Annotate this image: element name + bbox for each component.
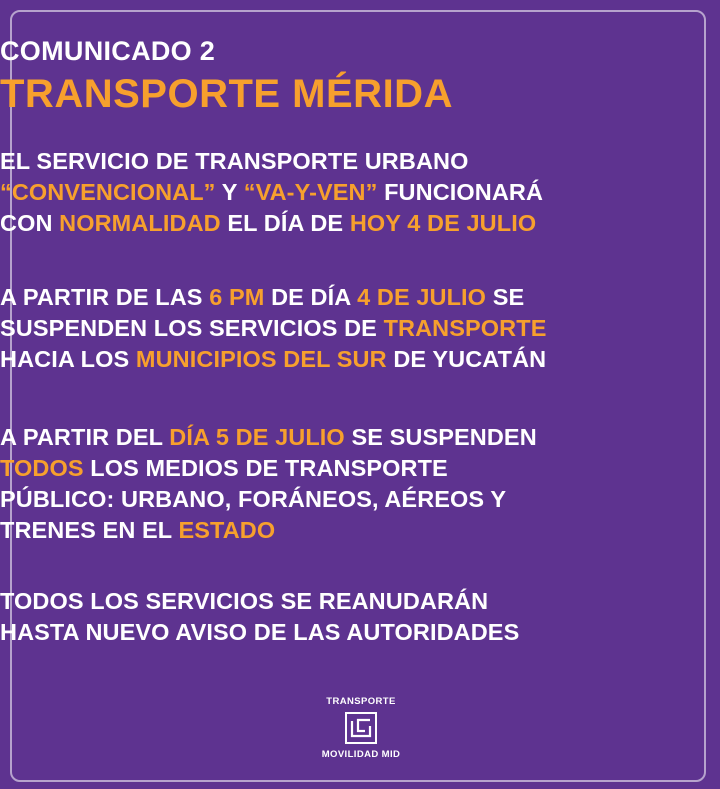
notice-line <box>0 453 720 484</box>
highlight-text: NORMALIDAD <box>59 210 221 236</box>
notice-line <box>0 484 720 515</box>
poster-title: TRANSPORTE MÉRIDA <box>0 72 453 116</box>
notice-block-3 <box>0 422 720 546</box>
notice-line <box>0 515 720 546</box>
notice-text: TRENES EN EL <box>0 517 179 543</box>
notice-text: EL SERVICIO DE TRANSPORTE URBANO <box>0 148 469 174</box>
highlight-text: 6 PM <box>209 284 265 310</box>
notice-text: Y <box>215 179 244 205</box>
notice-text: CON <box>0 210 60 236</box>
highlight-text: “CONVENCIONAL” <box>0 179 216 205</box>
notice-text: SE <box>486 284 525 310</box>
transport-logo-icon <box>344 711 378 745</box>
notice-text: DE DÍA <box>264 284 358 310</box>
notice-line <box>0 282 720 313</box>
notice-block-4 <box>0 586 720 648</box>
poster-subtitle: COMUNICADO 2 <box>0 36 216 66</box>
highlight-text: TRANSPORTE <box>383 315 547 341</box>
notice-text: FUNCIONARÁ <box>377 179 544 205</box>
notice-line <box>0 177 720 208</box>
highlight-text: “VA-Y-VEN” <box>243 179 378 205</box>
notice-block-2 <box>0 282 720 375</box>
notice-text: HASTA NUEVO AVISO DE LAS AUTORIDADES <box>0 619 520 645</box>
notice-line <box>0 617 720 648</box>
notice-text: DE YUCATÁN <box>386 346 547 372</box>
highlight-text: HOY 4 DE JULIO <box>349 210 537 236</box>
notice-text: LOS MEDIOS DE TRANSPORTE <box>83 455 448 481</box>
notice-line <box>0 586 720 617</box>
notice-line <box>0 208 720 239</box>
notice-line <box>0 313 720 344</box>
logo-top-text: TRANSPORTE <box>326 696 396 707</box>
notice-line <box>0 422 720 453</box>
notice-text: TODOS LOS SERVICIOS SE REANUDARÁN <box>0 588 489 614</box>
transport-logo <box>321 696 401 760</box>
poster-border <box>10 10 706 782</box>
highlight-text: MUNICIPIOS DEL SUR <box>135 346 387 372</box>
notice-block-1 <box>0 146 720 239</box>
highlight-text: ESTADO <box>178 517 276 543</box>
notice-text: SUSPENDEN LOS SERVICIOS DE <box>0 315 384 341</box>
notice-text: HACIA LOS <box>0 346 136 372</box>
notice-text: PÚBLICO: URBANO, FORÁNEOS, AÉREOS Y <box>0 486 507 512</box>
logo-bottom-text: MOVILIDAD MID <box>321 749 401 760</box>
notice-text: A PARTIR DE LAS <box>0 284 210 310</box>
notice-line <box>0 344 720 375</box>
notice-text: EL DÍA DE <box>220 210 350 236</box>
notice-text: A PARTIR DEL <box>0 424 170 450</box>
highlight-text: TODOS <box>0 455 84 481</box>
notice-text: SE SUSPENDEN <box>344 424 537 450</box>
highlight-text: DÍA 5 DE JULIO <box>169 424 345 450</box>
highlight-text: 4 DE JULIO <box>357 284 487 310</box>
notice-line <box>0 146 720 177</box>
